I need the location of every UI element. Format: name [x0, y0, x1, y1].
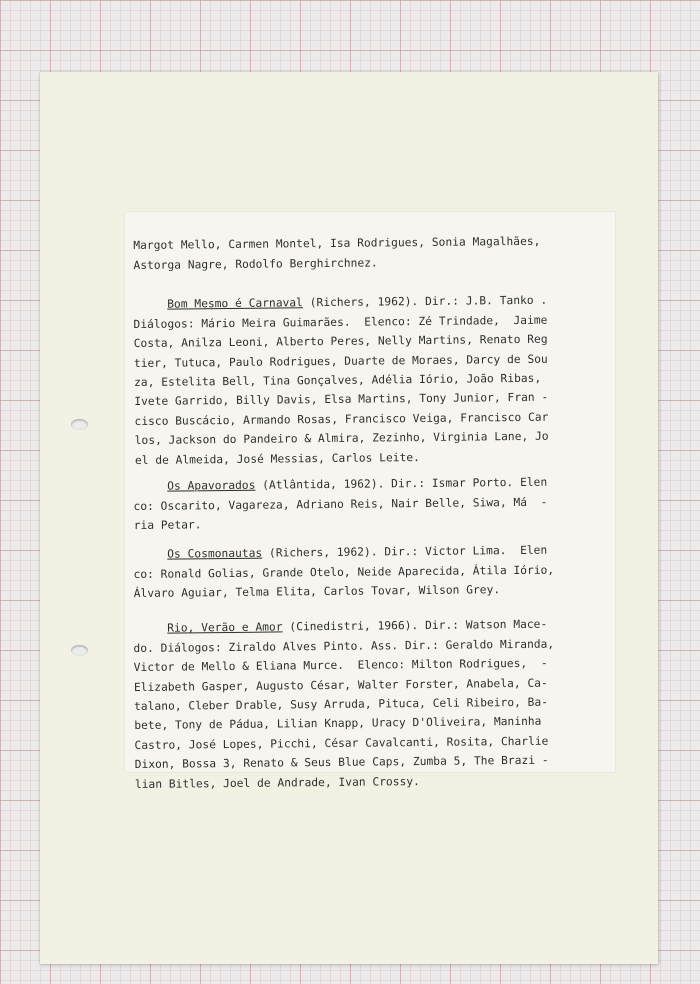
text-line: talano, Cleber Drable, Susy Arruda, Pituca, Celi Ribeiro, Ba- — [134, 695, 549, 714]
film-credit: (Richers, 1962). Dir.: J.B. Tanko . — [302, 294, 548, 310]
text-line: cisco Buscácio, Armando Rosas, Francisco Veiga, Francisco Car — [134, 410, 549, 428]
text-line: Dixon, Bossa 3, Renato & Seus Blue Caps, Zumba 5, The Brazi - — [134, 753, 549, 772]
text-line: do. Diálogos: Ziraldo Alves Pinto. Ass. Dir.: Geraldo Miranda, — [133, 637, 555, 655]
text-line: bete, Tony de Pádua, Lilian Knapp, Uracy D'Oliveira, Maninha — [134, 715, 542, 733]
text-line: Astorga Nagre, Rodolfo Berghirchnez. — [133, 256, 378, 272]
text-line: Diálogos: Mário Meira Guimarães. Elenco: Zé Trindade, Jaime — [133, 313, 548, 331]
text-line: Álvaro Aguiar, Telma Elita, Carlos Tovar, Wilson Grey. — [133, 583, 501, 601]
text-line: Elizabeth Gasper, Augusto César, Walter Forster, Anabela, Ca- — [133, 676, 548, 694]
entry-rio-verao-e-amor — [133, 595, 605, 813]
film-credit: (Atlântida, 1962). Dir.: Ismar Porto. Elen — [255, 476, 548, 493]
film-credit: (Cinedistri, 1966). Dir.: Watson Mace- — [282, 618, 548, 634]
text-line: co: Ronald Golias, Grande Otelo, Neide Aparecida, Átila Iório, — [133, 563, 555, 581]
film-title: Os Apavorados — [167, 479, 256, 494]
film-title: Bom Mesmo é Carnaval — [167, 296, 304, 312]
text-line: ria Petar. — [133, 518, 202, 533]
film-title: Rio, Verão e Amor — [167, 620, 283, 636]
punch-hole-bottom — [71, 645, 88, 656]
text-line: co: Oscarito, Vagareza, Adriano Reis, Nair Belle, Siwa, Má - — [133, 495, 548, 513]
text-line: za, Estelita Bell, Tina Gonçalves, Adélia Iório, João Ribas, — [134, 371, 542, 390]
text-line: los, Jackson do Pandeiro & Almira, Zezinho, Virginia Lane, Jo — [134, 429, 549, 448]
text-line: Castro, José Lopes, Picchi, César Cavalcanti, Rosita, Charlie — [134, 734, 549, 752]
film-credit: (Richers, 1962). Dir.: Victor Lima. Elen — [262, 544, 548, 561]
text-line: lian Bitles, Joel de Andrade, Ivan Crossy. — [134, 774, 420, 791]
text-line: el de Almeida, José Messias, Carlos Leite. — [134, 450, 420, 467]
text-line: tier, Tutuca, Paulo Rodrigues, Duarte de Moraes, Darcy de Sou — [133, 352, 548, 370]
text-line: Ivete Garrido, Billy Davis, Elsa Martins, Tony Junior, Fran - — [134, 391, 549, 409]
text-line: Margot Mello, Carmen Montel, Isa Rodrigues, Sonia Magalhães, — [133, 235, 541, 253]
punch-hole-top — [71, 419, 88, 430]
text-line: Costa, Anilza Leoni, Alberto Peres, Nelly Martins, Renato Reg — [133, 332, 548, 351]
text-line: Victor de Mello & Eliana Murce. Elenco: Milton Rodrigues, - — [133, 656, 548, 675]
film-title: Os Cosmonautas — [167, 547, 263, 562]
